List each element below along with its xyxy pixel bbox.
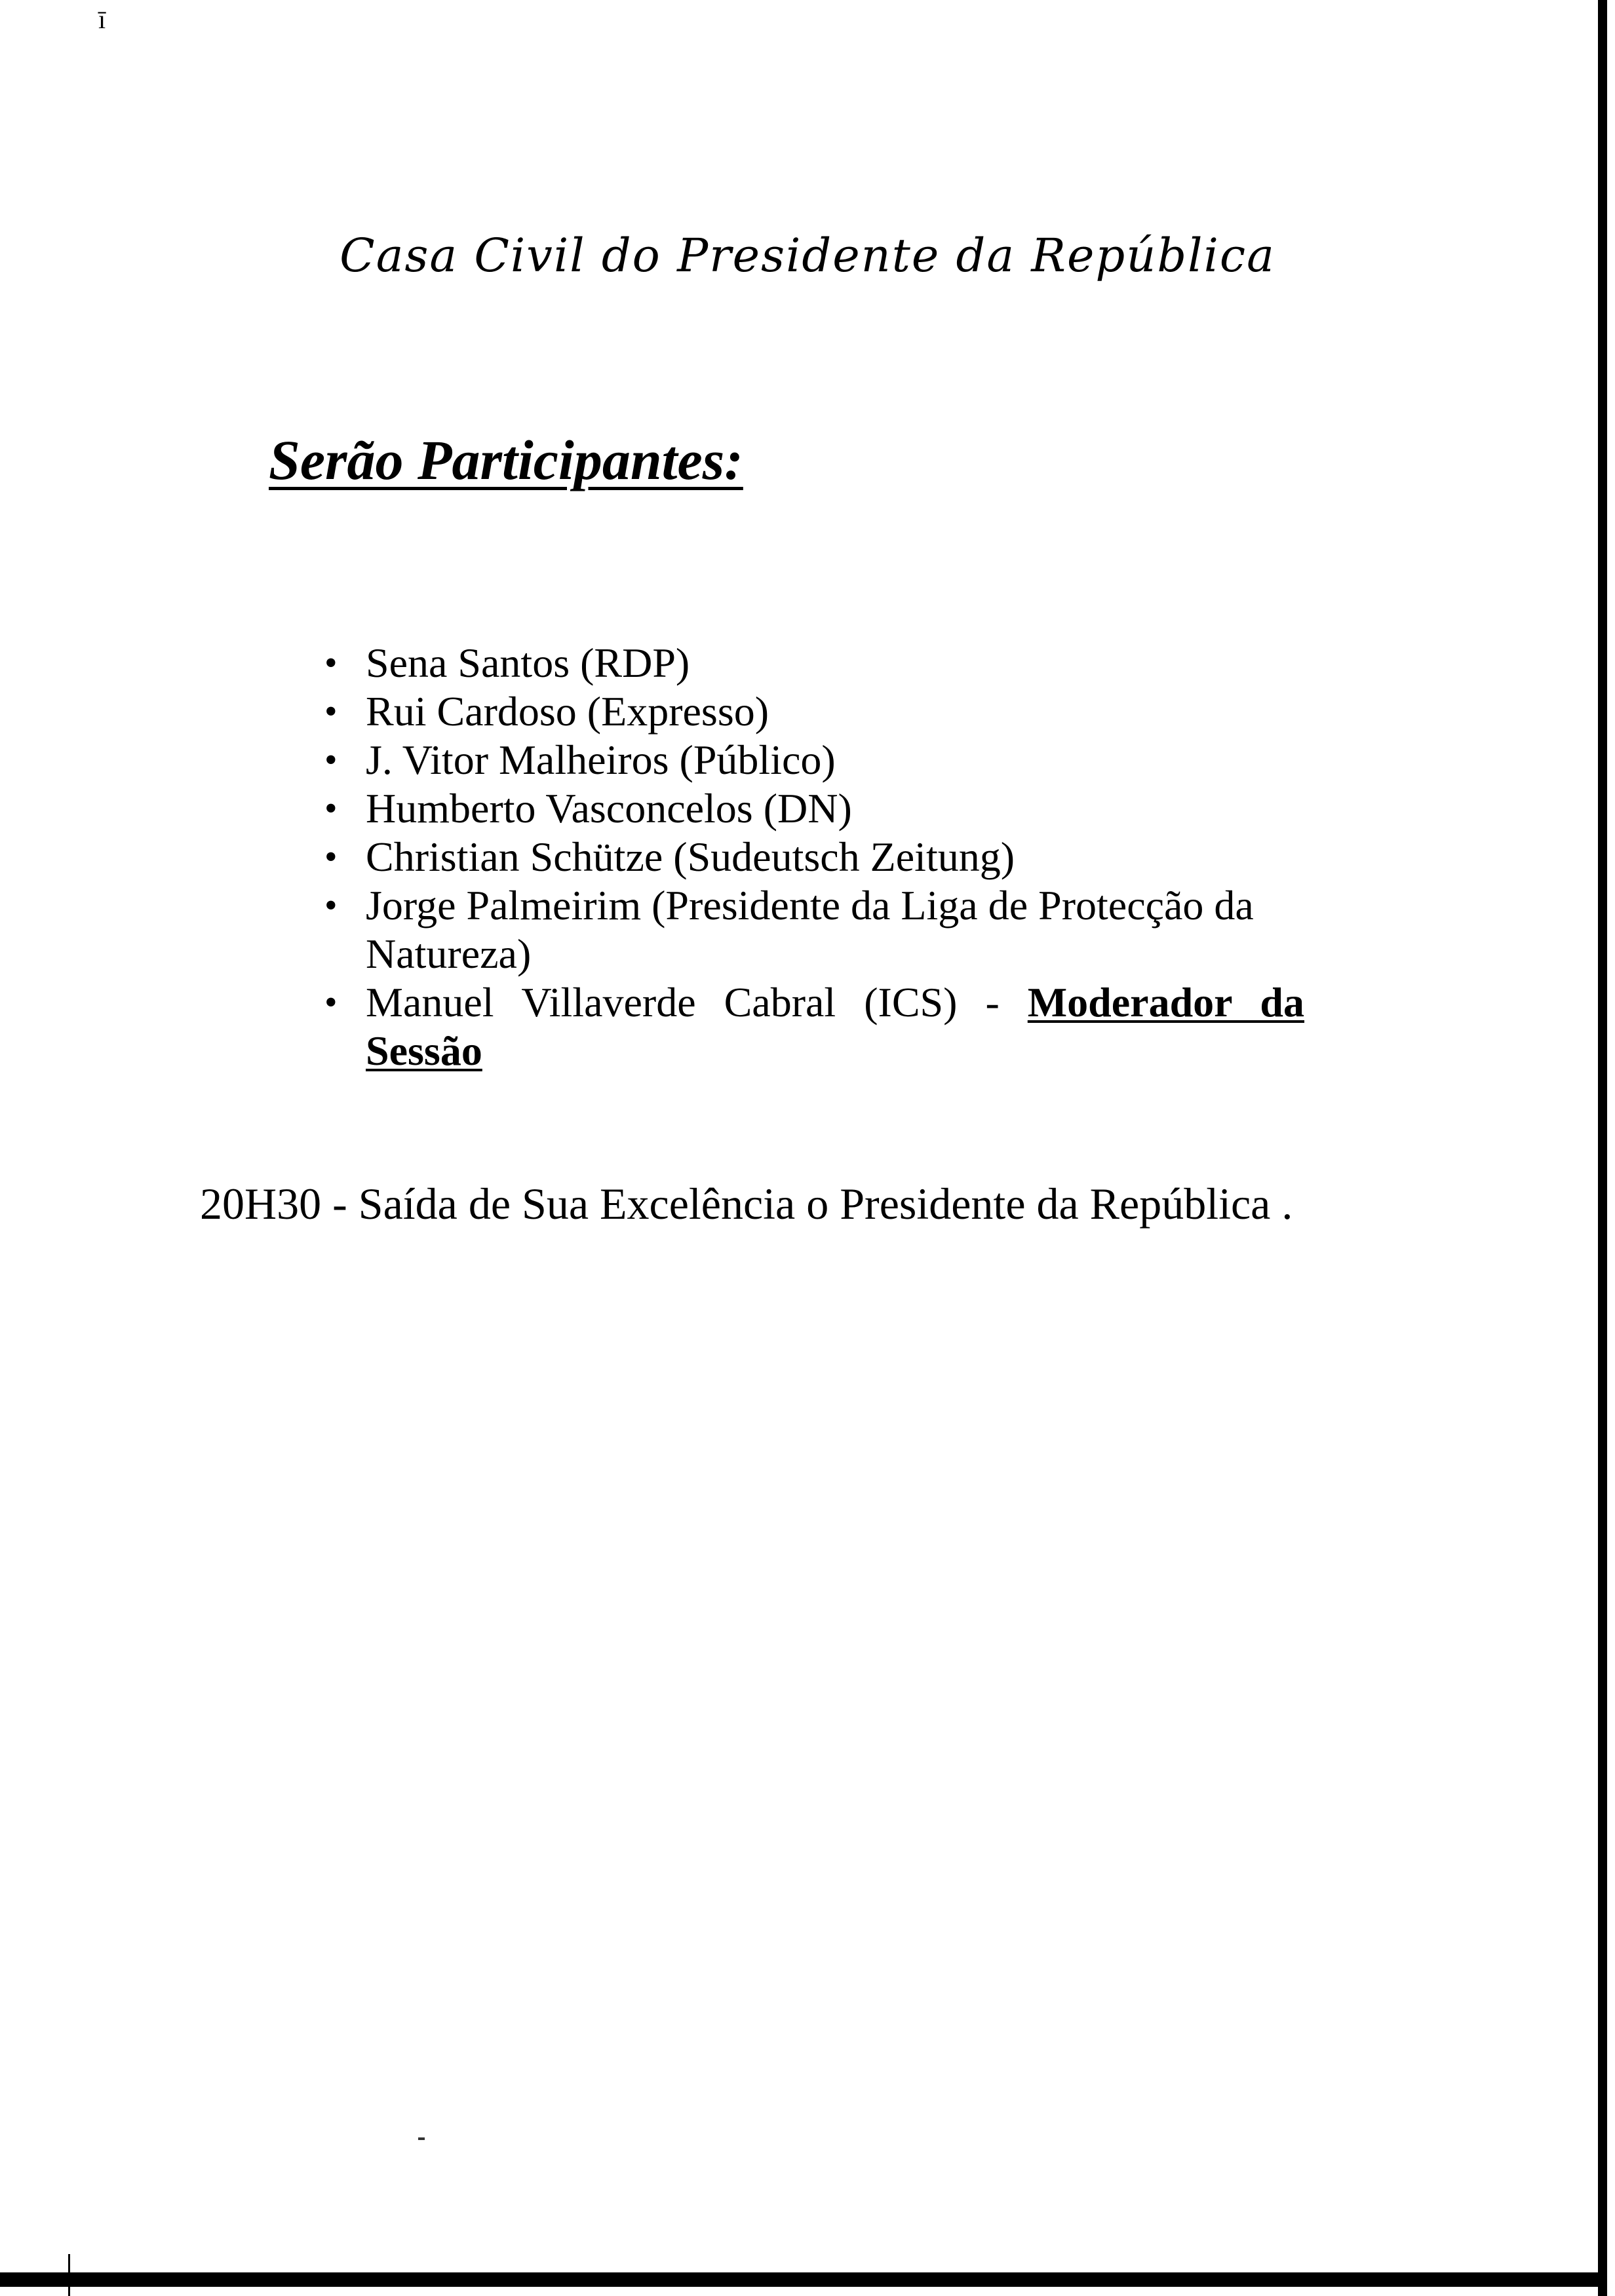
- section-heading: Serão Participantes:: [269, 429, 743, 491]
- participant-name: J. Vitor Malheiros (Público): [366, 737, 836, 783]
- bullet-icon: •: [324, 788, 338, 829]
- participant-name: Jorge Palmeirim (Presidente da Liga de Protecção da: [366, 882, 1254, 928]
- bullet-icon: •: [324, 643, 338, 683]
- participant-name: Manuel Villaverde Cabral (ICS): [366, 979, 958, 1025]
- list-item: [324, 687, 1304, 736]
- bullet-icon: •: [324, 837, 338, 877]
- list-item: [324, 784, 1304, 833]
- moderator-role: Moderador da: [1027, 979, 1305, 1025]
- scan-border-right: [1598, 0, 1607, 2296]
- bullet-icon: •: [324, 885, 338, 926]
- participants-list: [324, 639, 1304, 1075]
- moderator-role-continuation: Sessão: [366, 1027, 482, 1074]
- scan-border-bottom: [0, 2272, 1607, 2287]
- separator-dash: -: [985, 979, 1000, 1025]
- bullet-icon: •: [324, 982, 338, 1023]
- participant-name: Sena Santos (RDP): [366, 640, 690, 686]
- participant-name: Christian Schütze (Sudeutsch Zeitung): [366, 833, 1015, 880]
- list-item: [324, 978, 1304, 1075]
- participant-name: Humberto Vasconcelos (DN): [366, 785, 852, 832]
- closing-schedule-line: 20H30 - Saída de Sua Excelência o Presidente da República .: [200, 1179, 1293, 1229]
- letterhead: Casa Civil do Presidente da República: [340, 229, 1275, 282]
- list-item: [324, 833, 1304, 881]
- participant-name: Rui Cardoso (Expresso): [366, 688, 769, 735]
- participant-name-continuation: Natureza): [366, 930, 532, 977]
- scan-tick-mark: [68, 2254, 70, 2296]
- list-item: [324, 736, 1304, 784]
- list-item: [324, 881, 1304, 978]
- bullet-icon: •: [324, 740, 338, 780]
- bullet-icon: •: [324, 691, 338, 732]
- scan-corner-mark: ī: [98, 5, 106, 34]
- scan-speck: [418, 2137, 425, 2140]
- list-item: [324, 639, 1304, 687]
